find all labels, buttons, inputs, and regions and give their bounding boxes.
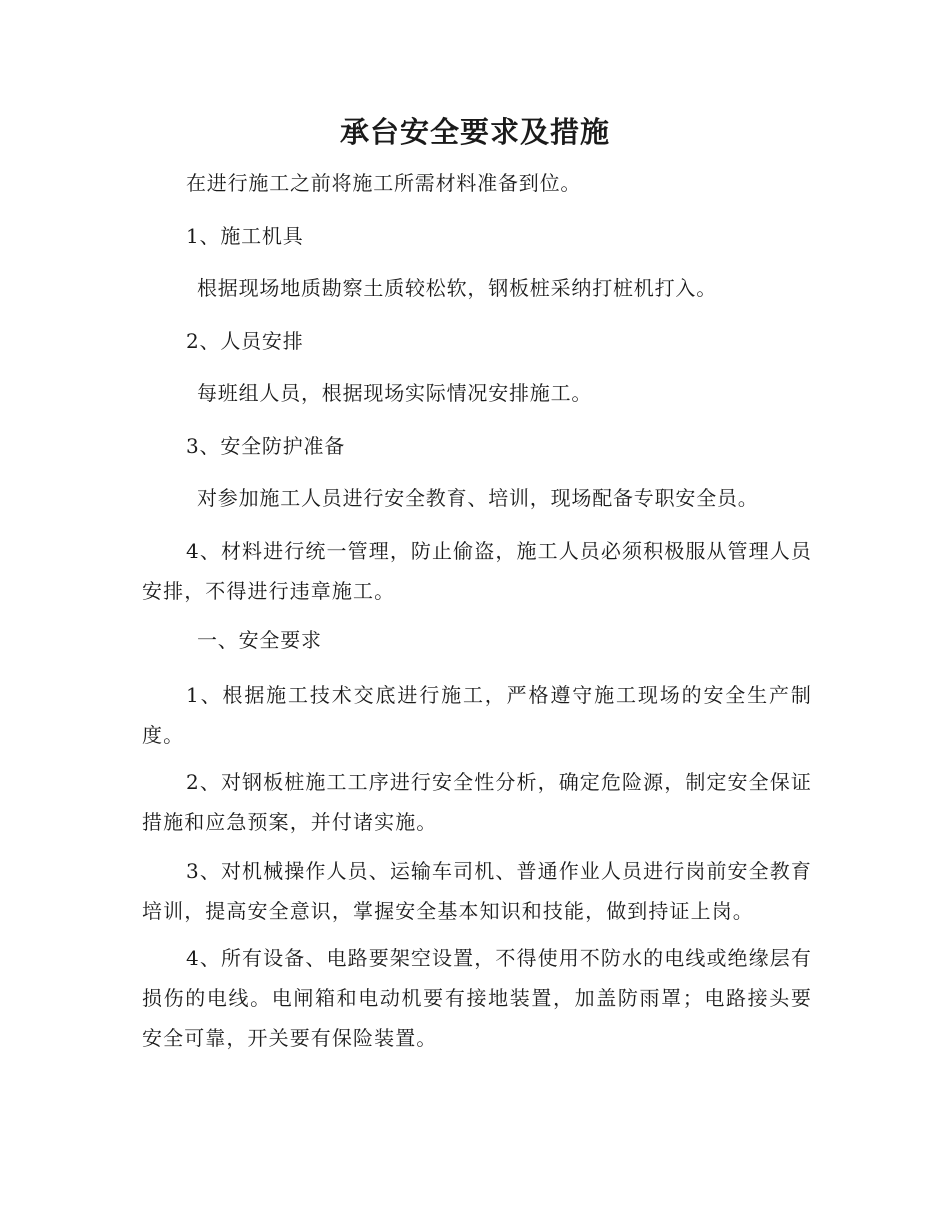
item3-heading: 3、安全防护准备 — [186, 434, 346, 458]
requirement-1-paragraph: 1、根据施工技术交底进行施工，严格遵守施工现场的安全生产制度。 — [142, 683, 812, 747]
intro-text: 在进行施工之前将施工所需材料准备到位。 — [186, 171, 582, 195]
item1-body: 根据现场地质勘察土质较松软，钢板桩采纳打桩机打入。 — [197, 276, 717, 300]
requirement-3-paragraph: 3、对机械操作人员、运输车司机、普通作业人员进行岗前安全教育培训，提高安全意识，掌握安全基本知识和技能，做到持证上岗。 — [142, 859, 812, 923]
requirement-4-paragraph: 4、所有设备、电路要架空设置，不得使用不防水的电线或绝缘层有损伤的电线。电闸箱和电动机要有接地装置，加盖防雨罩；电路接头要安全可靠，开关要有保险装置。 — [142, 946, 812, 1050]
document-title: 承台安全要求及措施 — [339, 115, 610, 149]
item2-heading: 2、人员安排 — [186, 329, 304, 353]
item3-body: 对参加施工人员进行安全教育、培训，现场配备专职安全员。 — [197, 486, 759, 510]
section-heading-safety-requirements: 一、安全要求 — [197, 628, 322, 652]
item4-paragraph: 4、材料进行统一管理，防止偷盗，施工人员必须积极服从管理人员安排，不得进行违章施工。 — [142, 539, 812, 603]
item1-heading: 1、施工机具 — [186, 224, 304, 248]
requirement-2-paragraph: 2、对钢板桩施工工序进行安全性分析，确定危险源，制定安全保证措施和应急预案，并付诸实施。 — [142, 770, 812, 834]
item2-body: 每班组人员，根据现场实际情况安排施工。 — [197, 381, 593, 405]
